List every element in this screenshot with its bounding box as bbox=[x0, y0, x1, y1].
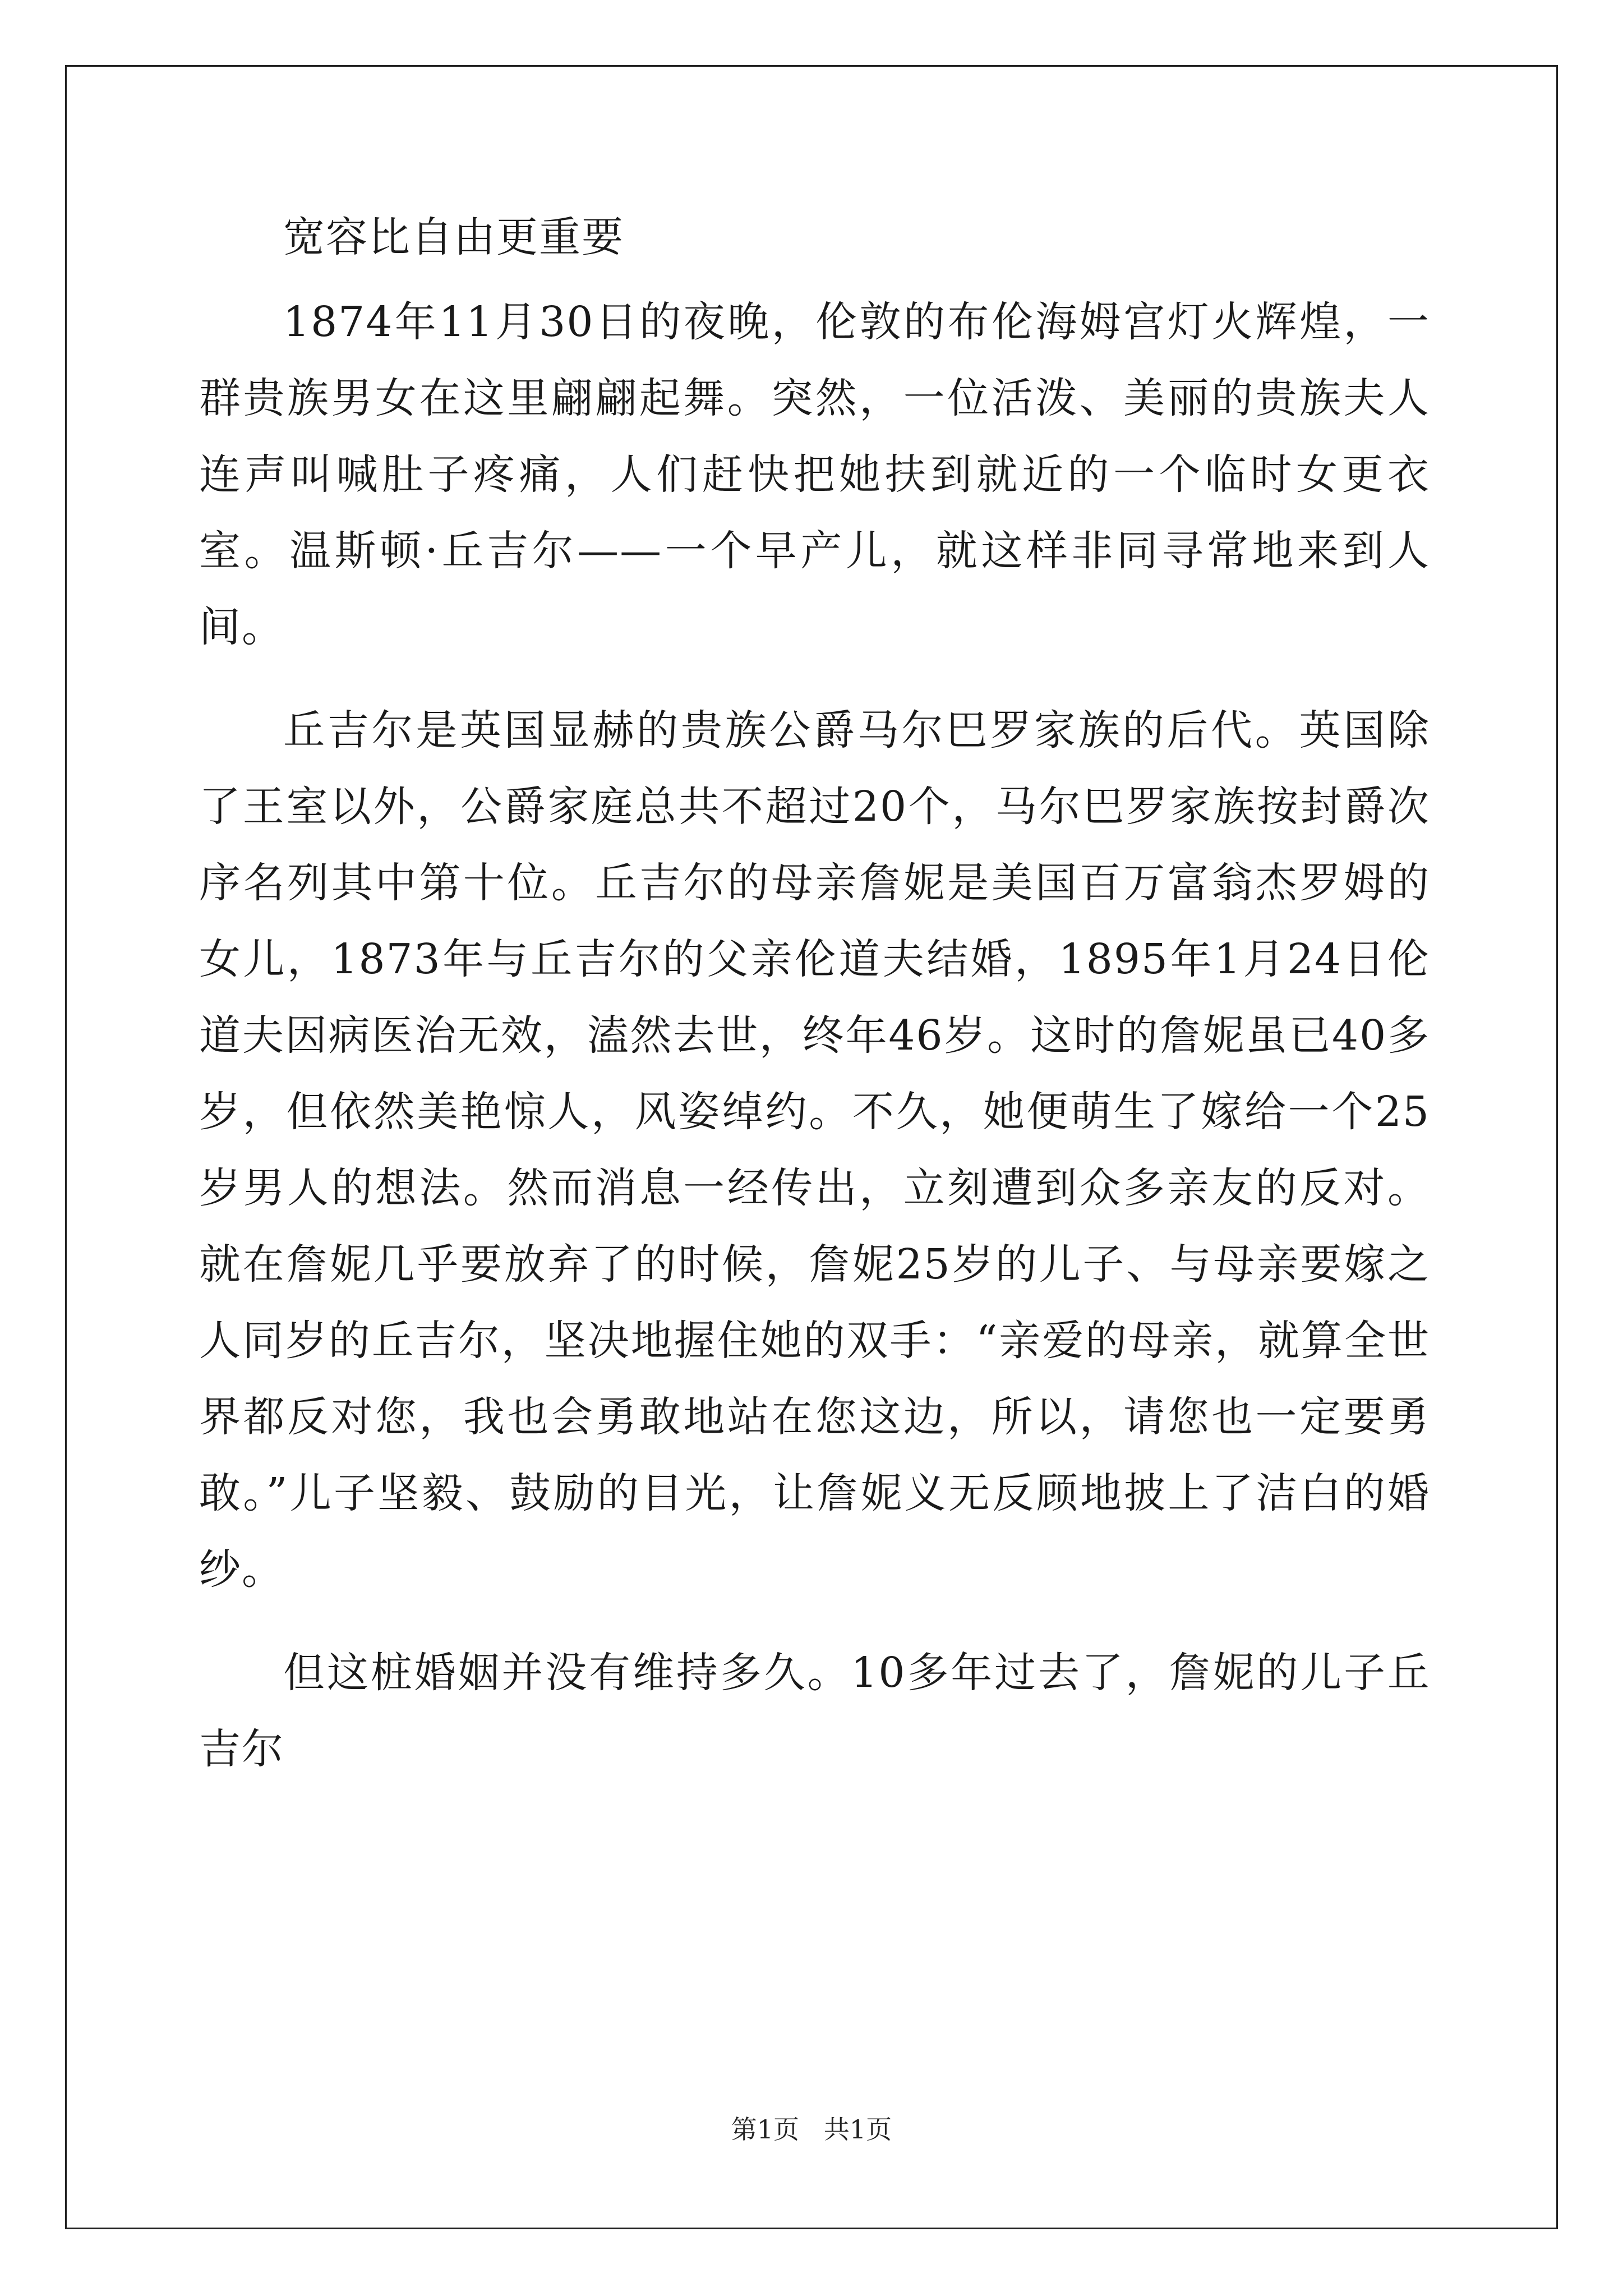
document-title: 宽容比自由更重要 bbox=[283, 213, 624, 261]
page-number-footer: 第1页 共1页 bbox=[731, 2114, 892, 2145]
document-body bbox=[199, 213, 1430, 1787]
paragraph-1: 1874年11月30日的夜晚，伦敦的布伦海姆宫灯火辉煌，一群贵族男女在这里翩翩起舞。突然，一位活泼、美丽的贵族夫人连声叫喊肚子疼痛，人们赶快把她扶到就近的一个临时女更衣室。温斯顿·丘吉尔——一个早产儿，就这样非同寻常地来到人间。 bbox=[199, 298, 1430, 651]
paragraph-3: 但这桩婚姻并没有维持多久。10多年过去了，詹妮的儿子丘吉尔 bbox=[199, 1649, 1430, 1773]
paragraph-2: 丘吉尔是英国显赫的贵族公爵马尔巴罗家族的后代。英国除了王室以外，公爵家庭总共不超过20个，马尔巴罗家族按封爵次序名列其中第十位。丘吉尔的母亲詹妮是美国百万富翁杰罗姆的女儿，1873年与丘吉尔的父亲伦道夫结婚，1895年1月24日伦道夫因病医治无效，溘然去世，终年46岁。这时的詹妮虽已40多岁，但依然美艳惊人，风姿绰约。不久，她便萌生了嫁给一个25岁男人的想法。然而消息一经传出，立刻遭到众多亲友的反对。就在詹妮几乎要放弃了的时候，詹妮25岁的儿子、与母亲要嫁之人同岁的丘吉尔，坚决地握住她的双手：“亲爱的母亲，就算全世界都反对您，我也会勇敢地站在您这边，所以，请您也一定要勇敢。”儿子坚毅、鼓励的目光，让詹妮义无反顾地披上了洁白的婚纱。 bbox=[199, 706, 1430, 1594]
